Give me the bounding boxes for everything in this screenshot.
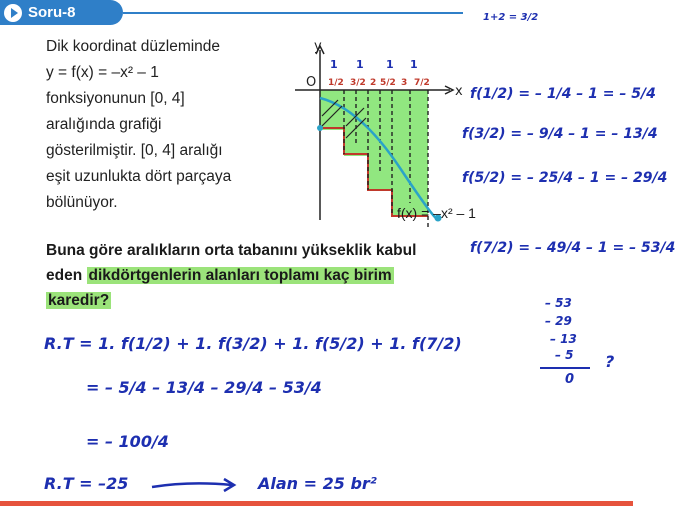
sum-value: 0 xyxy=(565,372,575,387)
mid-mark: 5/2 xyxy=(380,78,396,88)
mid-mark: 3/2 xyxy=(350,78,366,88)
problem-line: gösterilmiştir. [0, 4] aralığı xyxy=(46,142,223,159)
segment-mark: 1 xyxy=(386,58,394,71)
problem-line: bölünüyor. xyxy=(46,194,118,211)
note-top: 1+2 = 3/2 xyxy=(483,12,539,23)
sum-value: – 53 xyxy=(545,296,572,310)
question-highlight: dikdörtgenlerin alanları toplamı kaç birim xyxy=(88,267,392,284)
segment-mark: 1 xyxy=(330,58,338,71)
question-line: Buna göre aralıkların orta tabanını yükseklik kabul xyxy=(46,242,417,259)
sum-value: – 13 xyxy=(550,332,577,346)
sum-rule xyxy=(540,367,590,369)
solution-line-5: Alan = 25 br² xyxy=(258,474,377,493)
sum-question: ? xyxy=(605,352,615,371)
question-line-2 xyxy=(46,267,394,285)
origin-label: O xyxy=(306,75,317,90)
y-axis-label: y xyxy=(314,39,322,54)
curve-label: f(x) = –x² – 1 xyxy=(397,205,476,221)
question-line-3 xyxy=(46,292,111,310)
play-icon xyxy=(4,4,22,22)
mid-mark: 3 xyxy=(401,78,408,88)
solution-line-1: R.T = 1. f(1/2) + 1. f(3/2) + 1. f(5/2) + 1. f(7/2) xyxy=(44,334,462,353)
problem-line: aralığında grafiği xyxy=(46,116,162,133)
arrow-icon xyxy=(150,475,240,495)
badge-label: Soru-8 xyxy=(28,4,76,21)
equation-2: f(3/2) = – 9/4 – 1 = – 13/4 xyxy=(462,126,658,142)
problem-line: eşit uzunlukta dört parçaya xyxy=(46,168,232,185)
solution-line-2: = – 5/4 – 13/4 – 29/4 – 53/4 xyxy=(86,378,322,397)
question-badge xyxy=(0,0,123,25)
mid-mark: 1/2 xyxy=(328,78,344,88)
equation-3: f(5/2) = – 25/4 – 1 = – 29/4 xyxy=(462,170,668,186)
question-text: eden xyxy=(46,267,83,284)
sum-value: – 29 xyxy=(545,314,572,328)
solution-line-3: = – 100/4 xyxy=(86,432,169,451)
header-divider xyxy=(123,12,463,14)
problem-line: y = f(x) = –x² – 1 xyxy=(46,64,159,81)
problem-line: Dik koordinat düzleminde xyxy=(46,38,221,55)
mid-mark: 2 xyxy=(370,78,377,88)
question-highlight: karedir? xyxy=(48,292,110,309)
function-graph xyxy=(290,38,465,233)
equation-1: f(1/2) = – 1/4 – 1 = – 5/4 xyxy=(470,86,656,102)
bottom-bar xyxy=(0,501,633,506)
segment-mark: 1 xyxy=(410,58,418,71)
equation-4: f(7/2) = – 49/4 – 1 = – 53/4 xyxy=(470,240,675,256)
solution-line-4: R.T = –25 xyxy=(44,474,129,493)
mid-mark: 7/2 xyxy=(414,78,430,88)
problem-line: fonksiyonunun [0, 4] xyxy=(46,90,185,107)
x-axis-label: x xyxy=(455,84,463,99)
sum-value: – 5 xyxy=(555,348,574,362)
segment-mark: 1 xyxy=(356,58,364,71)
